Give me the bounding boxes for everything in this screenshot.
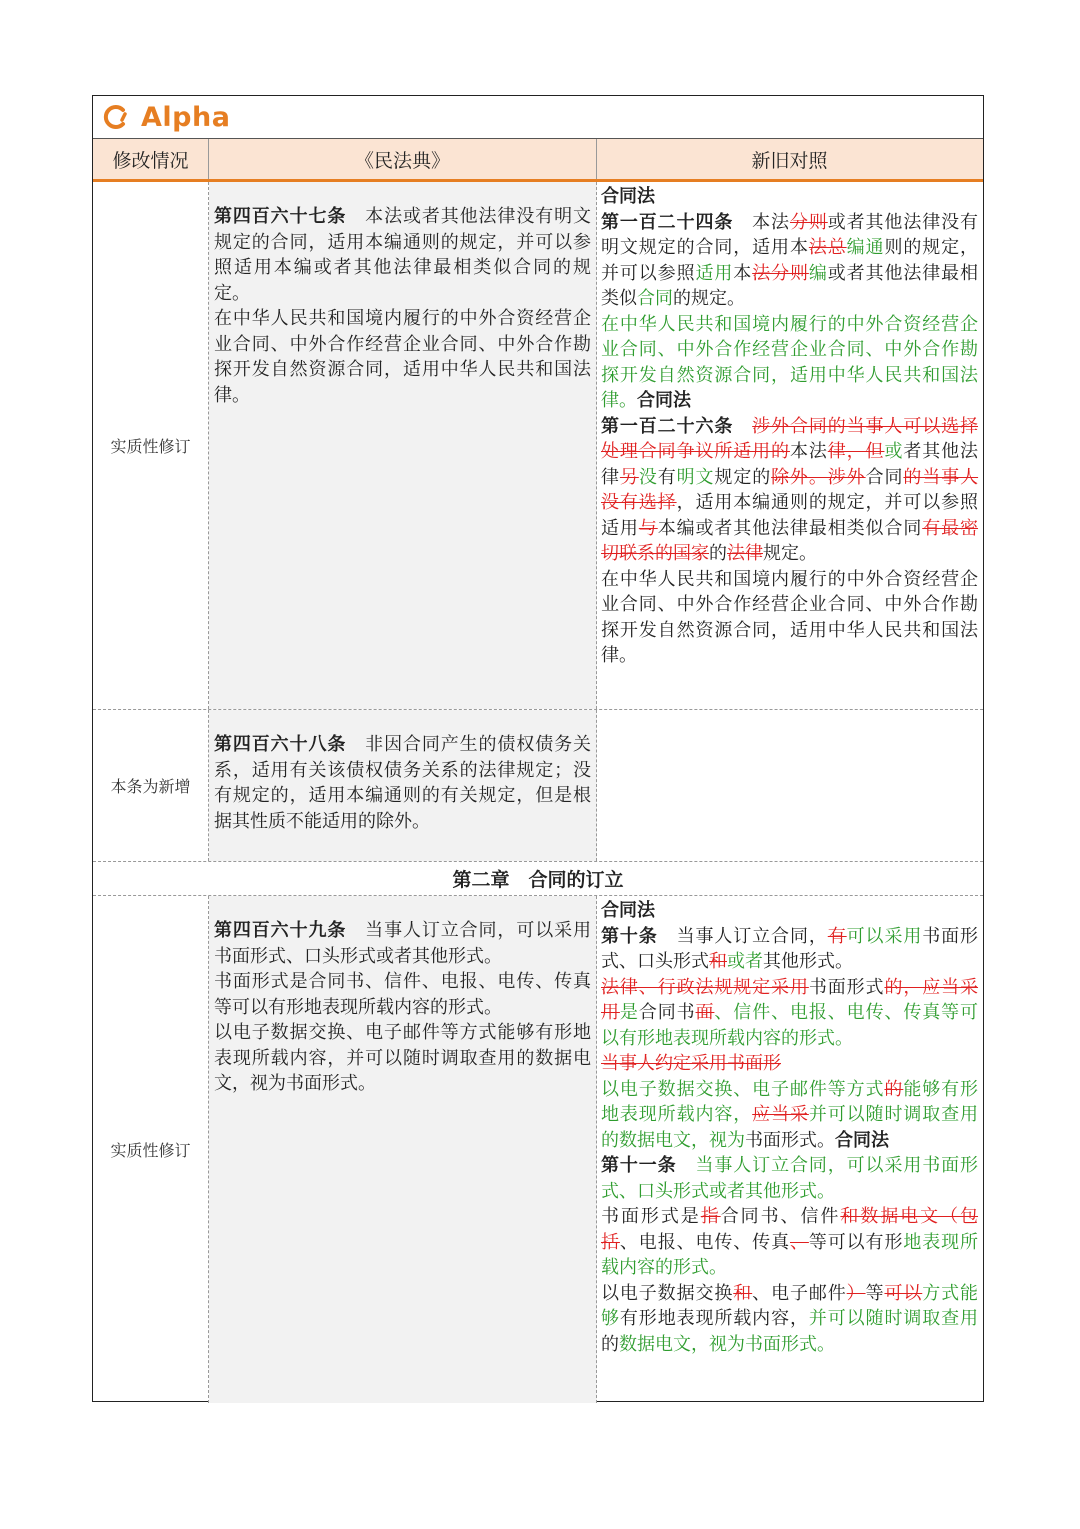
brand-name: Alpha bbox=[141, 101, 231, 133]
unchanged-text: 书面形式是 bbox=[601, 1206, 701, 1227]
added-text: 或者 bbox=[727, 951, 763, 972]
deleted-text: 的当事人没有选择 bbox=[601, 466, 979, 513]
deleted-text: 应当采 bbox=[752, 1104, 809, 1125]
article-text: 非因合同产生的债权债务关系，适用有关该债权债务关系的法律规定；没有规定的，适用本编通则的有关规定，但是根据其性质不能适用的除外。 bbox=[214, 734, 592, 832]
civil-code-cell bbox=[209, 182, 597, 709]
header-civil-code: 《民法典》 bbox=[209, 139, 597, 179]
added-text: 、信件、电报、电传、传真等可以有形地表现所载内容的形式。 bbox=[601, 1002, 979, 1049]
added-text: 以电子数据交换、电子邮件等方式 bbox=[601, 1078, 885, 1100]
unchanged-text: 者其他法律 bbox=[601, 441, 979, 488]
added-text: 编通 bbox=[846, 237, 885, 258]
unchanged-text: 或者其他法律没有明文规定的合同，适用本 bbox=[601, 211, 979, 258]
added-text: 在中华人民共和国境内履行的中外合资经营企业合同、中外合作经营企业合同、中外合作勘探开发自然资源合同，适用中华人民共和国法律。 bbox=[601, 313, 978, 411]
unchanged-text: 书面形式、口头形式 bbox=[601, 925, 979, 972]
deleted-text: 面 bbox=[695, 1002, 715, 1023]
article-title: 第四百六十七条 bbox=[214, 206, 347, 227]
unchanged-text: ，适用本编通则的规定，并可以参照适用 bbox=[601, 492, 979, 539]
unchanged-text: 合同 bbox=[865, 466, 904, 488]
deleted-text: 指 bbox=[700, 1206, 721, 1227]
added-text: 没 bbox=[638, 466, 658, 488]
brand-bar bbox=[93, 96, 983, 139]
unchanged-text: 合同书 bbox=[638, 1002, 696, 1023]
unchanged-text: 规定的 bbox=[714, 466, 772, 488]
unchanged-text: 本 bbox=[733, 262, 753, 284]
unchanged-text: 的规定。 bbox=[673, 288, 745, 309]
article-title: 第十一条 bbox=[601, 1155, 677, 1176]
article-title: 合同法 bbox=[601, 186, 655, 207]
header-comparison: 新旧对照 bbox=[751, 149, 828, 172]
unchanged-text: 以电子数据交换 bbox=[601, 1282, 734, 1304]
deleted-text: 和 bbox=[709, 951, 727, 972]
table-row bbox=[93, 182, 983, 710]
deleted-text: 法律、行政法规规定采用 bbox=[601, 976, 809, 998]
unchanged-text: 合同书、信件 bbox=[720, 1206, 841, 1227]
deleted-text: 的 bbox=[884, 1078, 904, 1100]
unchanged-text: 本法 bbox=[789, 441, 828, 462]
comparison-text bbox=[601, 184, 978, 669]
unchanged-text: 等 bbox=[865, 1282, 885, 1304]
article-text: 在中华人民共和国境内履行的中外合资经营企业合同、中外合作经营企业合同、中外合作勘探开发自然资源合同，适用中华人民共和国法律。 bbox=[214, 308, 591, 406]
deleted-text: 有 bbox=[827, 925, 847, 947]
table-header bbox=[93, 139, 983, 182]
article-text: 书面形式是合同书、信件、电报、电传、传真等可以有形地表现所载内容的形式。 bbox=[214, 971, 591, 1018]
deleted-text: 、 bbox=[789, 1231, 809, 1253]
added-text: 并可以随时调取查用的数据电文，视为 bbox=[601, 1104, 979, 1151]
added-text: 编 bbox=[808, 262, 828, 284]
unchanged-text: 本法 bbox=[733, 211, 790, 233]
article-text: 本法或者其他法律没有明文规定的合同，适用本编通则的规定，并可以参照适用本编或者其他法律最相类似合同的规定。 bbox=[214, 206, 592, 304]
table-row bbox=[93, 710, 983, 862]
added-text: 当事人订立合同，可以采用书面形式、口头形式或者其他形式。 bbox=[601, 1155, 979, 1202]
unchanged-text: 则的规定，并可以参照 bbox=[601, 237, 979, 284]
added-text: 能够有形地表现所载内容， bbox=[601, 1078, 979, 1125]
alpha-logo-icon bbox=[101, 102, 131, 132]
added-text: 数据电文，视为书面形式。 bbox=[619, 1333, 835, 1355]
unchanged-text: 、电子邮件 bbox=[752, 1282, 847, 1304]
added-text: 适用 bbox=[695, 262, 734, 284]
deleted-text: 涉外合同的当事人可以选择处理合同争议所适用的 bbox=[601, 415, 979, 462]
deleted-text: 除外。涉外 bbox=[771, 466, 866, 488]
unchanged-text: 等可以有形 bbox=[808, 1231, 904, 1253]
deleted-text: ） bbox=[846, 1282, 866, 1304]
unchanged-text: 本编或者其他法律最相类似合同 bbox=[657, 517, 923, 539]
added-text: 并可以随时调取查用 bbox=[808, 1308, 979, 1329]
unchanged-text bbox=[733, 416, 752, 437]
deleted-text: 有最密切联系的国家 bbox=[601, 517, 979, 564]
added-text: 是 bbox=[619, 1002, 639, 1023]
unchanged-text: 在中华人民共和国境内履行的中外合资经营企业合同、中外合作经营企业合同、中外合作勘探开发自然资源合同，适用中华人民共和国法律。 bbox=[601, 568, 978, 666]
deleted-text: 当事人约定采用书面形 bbox=[601, 1053, 781, 1074]
deleted-text: 法分则 bbox=[752, 262, 809, 284]
added-text: 明文 bbox=[676, 466, 715, 488]
unchanged-text: 有 bbox=[657, 466, 677, 488]
chapter-heading: 第二章 合同的订立 bbox=[93, 862, 983, 896]
deleted-text: 分则 bbox=[789, 211, 828, 233]
unchanged-text: 、电报、电传、传真 bbox=[619, 1231, 790, 1253]
unchanged-text: 当事人订立合同， bbox=[657, 925, 828, 947]
unchanged-text: 的 bbox=[709, 543, 727, 564]
article-text: 以电子数据交换、电子邮件等方式能够有形地表现所载内容，并可以随时调取查用的数据电文，视为书面形式。 bbox=[214, 1022, 591, 1094]
table-row bbox=[93, 896, 983, 1403]
added-text: 可以采用 bbox=[846, 925, 923, 947]
unchanged-text: 规定。 bbox=[763, 543, 817, 564]
deleted-text: 另 bbox=[619, 466, 639, 488]
unchanged-text: 或者其他法律最相类似 bbox=[601, 262, 979, 309]
deleted-text: 法律 bbox=[727, 543, 763, 564]
added-text: 合同 bbox=[637, 288, 673, 309]
article-title: 第一百二十六条 bbox=[601, 415, 734, 437]
unchanged-text: 其他形式。 bbox=[763, 951, 853, 972]
article-title: 合同法 bbox=[835, 1129, 889, 1151]
article-title: 第四百六十八条 bbox=[214, 734, 347, 755]
added-text: 地表现所载内容的形式。 bbox=[601, 1231, 979, 1278]
article-title: 合同法 bbox=[637, 390, 691, 411]
unchanged-text bbox=[677, 1155, 696, 1176]
added-text: 或 bbox=[884, 441, 904, 462]
row-status: 实质性修订 bbox=[93, 896, 209, 1403]
deleted-text: 与 bbox=[638, 517, 658, 539]
article-title: 第一百二十四条 bbox=[601, 211, 734, 233]
row-status: 实质性修订 bbox=[93, 182, 209, 709]
unchanged-text: 书面形式。 bbox=[745, 1129, 835, 1151]
comparison-cell bbox=[597, 182, 982, 709]
unchanged-text: 书面形式 bbox=[808, 976, 885, 998]
article-text: 当事人订立合同，可以采用书面形式、口头形式或者其他形式。 bbox=[214, 920, 592, 967]
civil-code-cell bbox=[209, 896, 597, 1403]
article-title: 第四百六十九条 bbox=[214, 920, 347, 941]
comparison-cell bbox=[597, 896, 982, 1403]
deleted-text: 的，应当采用 bbox=[601, 976, 979, 1023]
comparison-cell bbox=[597, 710, 982, 861]
deleted-text: 和数据电文（包括 bbox=[601, 1206, 979, 1253]
deleted-text: 和 bbox=[733, 1282, 753, 1304]
unchanged-text: 有形地表现所载内容， bbox=[619, 1308, 809, 1329]
deleted-text: 可以 bbox=[884, 1282, 923, 1304]
comparison-document bbox=[92, 95, 984, 1402]
row-status: 本条为新增 bbox=[93, 710, 209, 861]
article-title: 第十条 bbox=[601, 925, 658, 947]
article-title: 合同法 bbox=[601, 900, 655, 921]
header-status: 修改情况 bbox=[93, 139, 209, 179]
deleted-text: 律，但 bbox=[827, 441, 885, 462]
civil-code-cell bbox=[209, 710, 597, 861]
added-text: 方式能够 bbox=[601, 1282, 979, 1329]
comparison-text bbox=[601, 898, 978, 1357]
unchanged-text: 的 bbox=[601, 1333, 619, 1355]
deleted-text: 法总 bbox=[808, 237, 847, 258]
